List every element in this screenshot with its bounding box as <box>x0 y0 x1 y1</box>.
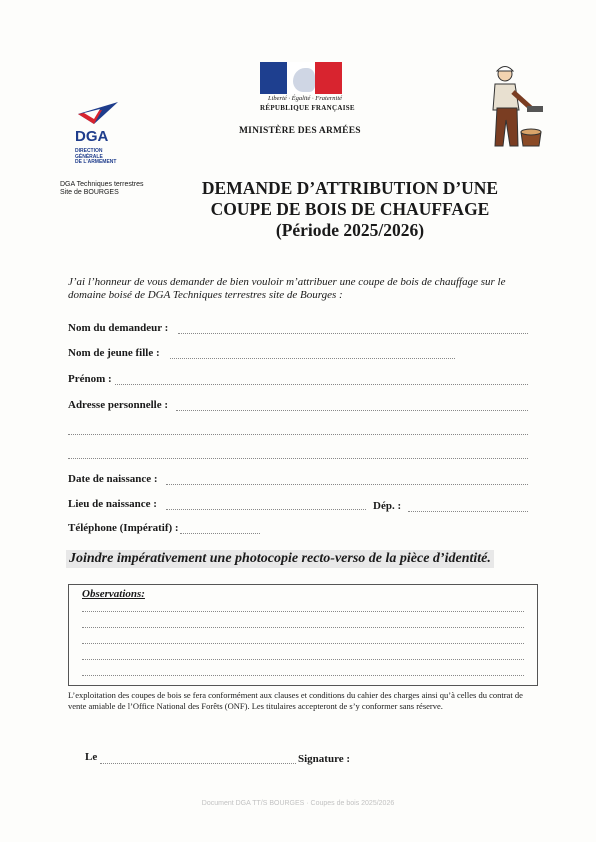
telephone-label: Téléphone (Impératif) : <box>68 522 179 534</box>
lumberjack-icon <box>475 62 545 150</box>
signature-label: Signature : <box>298 753 351 765</box>
adresse-label: Adresse personnelle : <box>68 399 169 411</box>
observations-line <box>82 674 524 676</box>
legal-notice: L’exploitation des coupes de bois se fera conformément aux clauses et conditions du cahier des charges ainsi qu’à celles du contrat de vente amiable de l’Office National des Forêts (ONF). Les titulaires accepteront de s’y conformer sans réserve. <box>68 690 523 711</box>
dga-logo-icon <box>76 100 120 126</box>
marianne-profile-icon <box>293 68 315 92</box>
prenom-label: Prénom : <box>68 373 112 385</box>
nom-jeune-fille-label: Nom de jeune fille : <box>68 347 160 359</box>
republic-label: RÉPUBLIQUE FRANÇAISE <box>260 104 355 112</box>
lieu-naissance-field[interactable] <box>166 508 366 510</box>
intro-text: J’ai l’honneur de vous demander de bien vouloir m’attribuer une coupe de bois de chauffage sur le domaine boisé de DGA Techniques terrestres site de Bourges : <box>68 276 506 301</box>
observations-line <box>82 626 524 628</box>
adresse-field-3[interactable] <box>68 457 528 459</box>
motto: Liberté · Égalité · Fraternité <box>268 95 343 102</box>
dga-subtitle: DIRECTION GÉNÉRALE DE L'ARMEMENT <box>75 148 117 165</box>
adresse-field-2[interactable] <box>68 433 528 435</box>
observations-line <box>82 642 524 644</box>
date-label: Le <box>85 751 98 763</box>
nom-field[interactable] <box>178 332 528 334</box>
site-label: DGA Techniques terrestres Site de BOURGES <box>60 181 144 196</box>
warning-text: Joindre impérativement une photocopie recto-verso de la pièce d’identité. <box>66 550 494 568</box>
nom-jeune-fille-field[interactable] <box>170 357 455 359</box>
observations-line <box>82 610 524 612</box>
observations-label: Observations: <box>82 588 145 600</box>
marianne-logo <box>260 62 342 94</box>
dep-label: Dép. : <box>373 500 402 512</box>
adresse-field-1[interactable] <box>176 409 528 411</box>
observations-line <box>82 658 524 660</box>
date-place-field[interactable] <box>100 762 296 764</box>
page-title: DEMANDE D’ATTRIBUTION D’UNE COUPE DE BOIS DE CHAUFFAGE (Période 2025/2026) <box>201 178 499 240</box>
footer-text: Document DGA TT/S BOURGES · Coupes de bois 2025/2026 <box>201 800 395 807</box>
dga-logo-text: DGA <box>75 128 109 145</box>
telephone-field[interactable] <box>180 532 260 534</box>
prenom-field[interactable] <box>115 383 528 385</box>
lieu-naissance-label: Lieu de naissance : <box>68 498 157 510</box>
date-naissance-label: Date de naissance : <box>68 473 158 485</box>
nom-label: Nom du demandeur : <box>68 322 169 334</box>
dep-field[interactable] <box>408 510 528 512</box>
date-naissance-field[interactable] <box>166 483 528 485</box>
ministry-label: MINISTÈRE DES ARMÉES <box>239 126 361 136</box>
